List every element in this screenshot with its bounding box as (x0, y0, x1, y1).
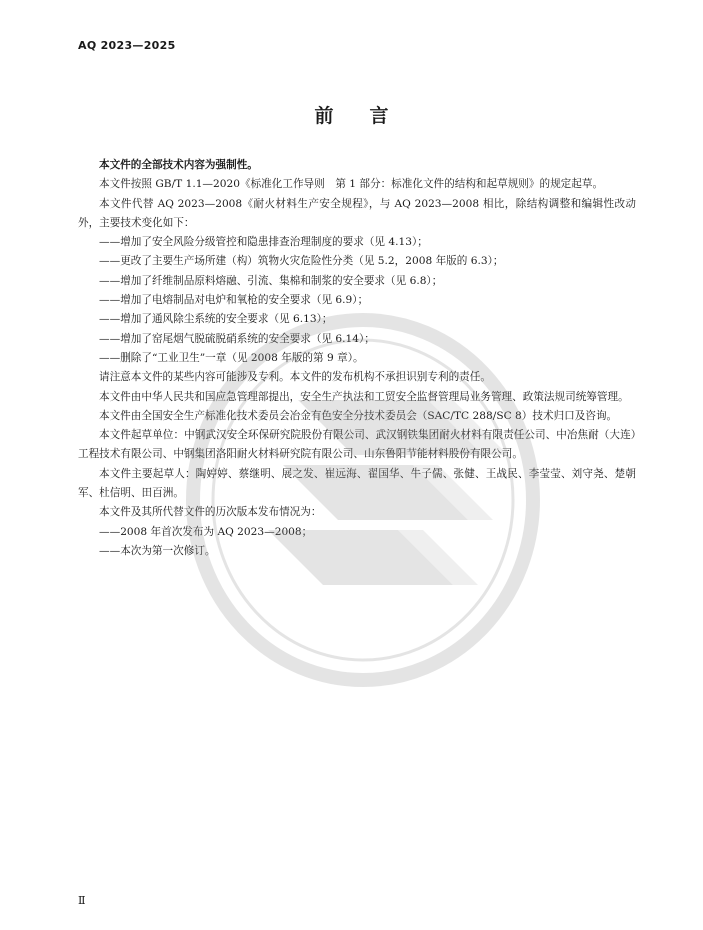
document-code: AQ 2023—2025 (78, 39, 176, 52)
history-item: ——本次为第一次修订。 (99, 544, 216, 557)
patent-notice: 请注意本文件的某些内容可能涉及专利。本文件的发布机构不承担识别专利的责任。 (99, 371, 491, 384)
change-item: ——增加了通风除尘系统的安全要求（见 6.13）； (99, 313, 333, 326)
page-title-char-1: 前 (314, 105, 334, 127)
history-intro: 本文件及其所代替文件的历次版本发布情况为： (99, 506, 322, 519)
change-item: ——增加了电熔制品对电炉和氧枪的安全要求（见 6.9）； (99, 294, 369, 307)
change-item: ——更改了主要生产场所建（构）筑物火灾危险性分类（见 5.2，2008 年版的 6.3）； (99, 255, 504, 268)
page-title-char-2: 言 (369, 105, 389, 127)
drafting-basis-paragraph: 本文件按照 GB/T 1.1—2020《标准化工作导则 第 1 部分：标准化文件的结构和起草规则》的规定起草。 (99, 178, 604, 191)
committee-paragraph: 本文件由全国安全生产标准化技术委员会冶金有色安全分技术委员会（SAC/TC 288/SC 8）技术归口及咨询。 (99, 409, 618, 422)
replacement-paragraph: 本文件代替 AQ 2023—2008《耐火材料生产安全规程》，与 AQ 2023—2008 相比，除结构调整和编辑性改动外，主要技术变化如下： (78, 197, 636, 229)
drafting-units-paragraph: 本文件起草单位：中钢武汉安全环保研究院股份有限公司、武汉钢铁集团耐火材料有限责任公司、中冶焦耐（大连）工程技术有限公司、中钢集团洛阳耐火材料研究院有限公司、山东鲁阳节能材料股份有限公司。 (78, 429, 636, 461)
change-item: ——增加了纤维制品原料熔融、引流、集棉和制浆的安全要求（见 6.8）； (99, 274, 443, 287)
history-item: ——2008 年首次发布为 AQ 2023—2008； (99, 525, 313, 538)
page-number: Ⅱ (78, 894, 86, 907)
mandatory-statement: 本文件的全部技术内容为强制性。 (99, 159, 258, 171)
page-title (0, 101, 703, 128)
change-item: ——增加了安全风险分级管控和隐患排查治理制度的要求（见 4.13）； (99, 236, 428, 249)
proposer-paragraph: 本文件由中华人民共和国应急管理部提出，安全生产执法和工贸安全监督管理局业务管理、政策法规司统筹管理。 (99, 390, 629, 403)
foreword-body (78, 156, 636, 561)
change-item: ——删除了“工业卫生”一章（见 2008 年版的第 9 章）。 (99, 351, 364, 364)
drafters-paragraph: 本文件主要起草人：陶婷婷、蔡继明、展之发、崔远海、翟国华、牛子儒、张健、王战民、李莹莹、刘守尧、楚朝军、杜信明、田百洲。 (78, 467, 636, 500)
change-item: ——增加了窑尾烟气脱硫脱硝系统的安全要求（见 6.14）； (99, 332, 375, 345)
